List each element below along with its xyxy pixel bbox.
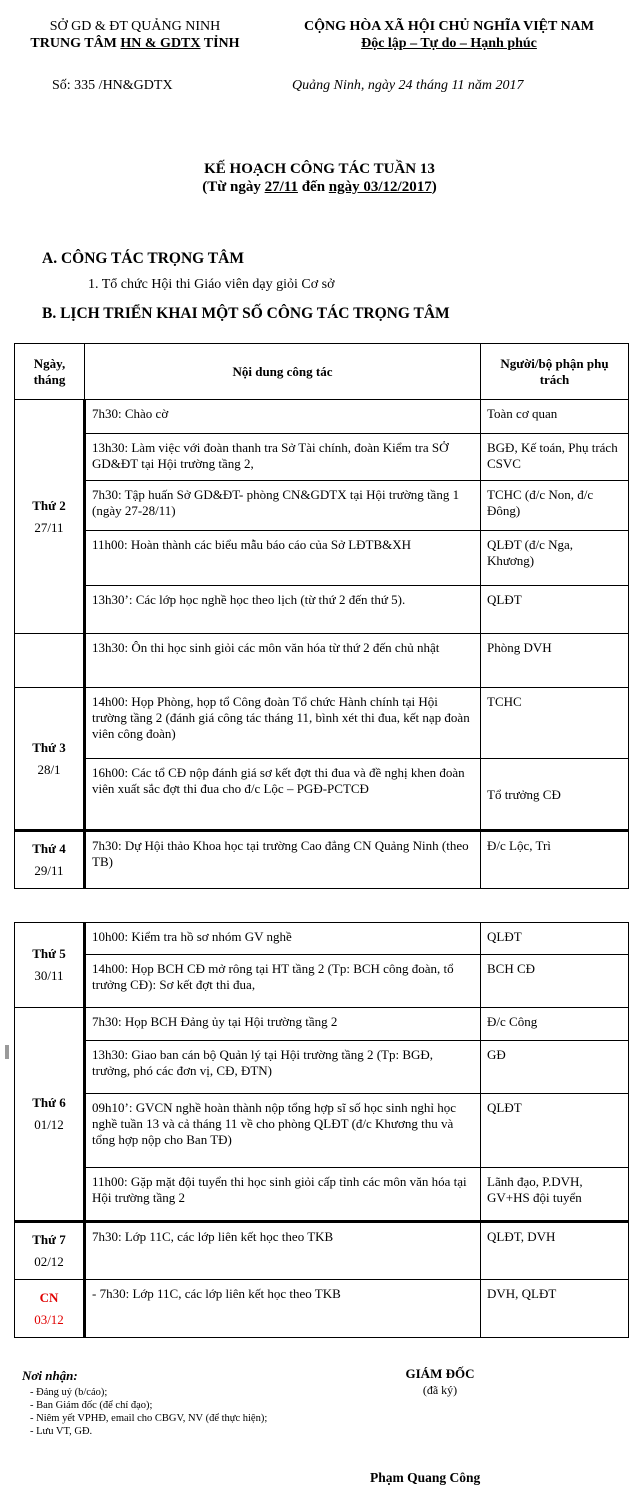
content-cell: 7h30: Chào cờ (85, 400, 481, 434)
day-cell: Thứ 2 27/11 (15, 400, 85, 634)
person-cell: Tổ trưởng CĐ (481, 759, 629, 831)
table-row (15, 1280, 629, 1338)
content-cell: 13h30: Giao ban cán bộ Quản lý tại Hội trường tầng 2 (Tp: BGĐ, trưởng, phó các đơn vị, CĐ, ĐTN) (85, 1041, 481, 1094)
schedule-table-1 (14, 343, 629, 889)
person-cell: Phòng DVH (481, 634, 629, 688)
table-row (15, 1222, 629, 1280)
table-row (15, 923, 629, 955)
agency-parent: SỞ GD & ĐT QUẢNG NINH (49, 19, 221, 34)
header-content: Nội dung công tác (85, 344, 481, 400)
content-cell: 14h00: Họp Phòng, họp tổ Công đoàn Tổ chức Hành chính tại Hội trường tầng 2 (đánh giá công tác tháng 11, bình xét thi đua, kết nạp đoàn viên công đoàn) (85, 688, 481, 759)
recipients-list (30, 1386, 267, 1438)
day-cell: Thứ 6 01/12 (15, 1008, 85, 1222)
document-number: Số: 335 /HN&GDTX (52, 78, 173, 93)
content-cell: 16h00: Các tổ CĐ nộp đánh giá sơ kết đợt thi đua và đề nghị khen đoàn viên xuất sắc đợt thi đua cho đ/c Lộc – PGĐ-PCTCĐ (85, 759, 481, 831)
content-cell: 13h30: Làm việc với đoàn thanh tra Sở Tài chính, đoàn Kiểm tra SỞ GD&ĐT tại Hội trường tầng 2, (85, 434, 481, 481)
day-cell: Thứ 7 02/12 (15, 1222, 85, 1280)
signed-note: (đã ký) (422, 1383, 458, 1397)
section-a-heading: A. CÔNG TÁC TRỌNG TÂM (42, 250, 244, 267)
table-row (15, 586, 629, 634)
person-cell: QLĐT (481, 923, 629, 955)
margin-marker (5, 1045, 9, 1059)
person-cell: Đ/c Lộc, Trì (481, 831, 629, 889)
director-block (380, 1366, 500, 1398)
recipients-label: Nơi nhận: (22, 1368, 78, 1383)
page-title: KẾ HOẠCH CÔNG TÁC TUẦN 13 (204, 161, 435, 177)
list-item: - Ban Giám đốc (để chỉ đạo); (30, 1400, 153, 1411)
table-row (15, 1041, 629, 1094)
document-date: Quảng Ninh, ngày 24 tháng 11 năm 2017 (292, 78, 524, 93)
content-cell: 7h30: Dự Hội thảo Khoa học tại trường Cao đẳng CN Quảng Ninh (theo TB) (85, 831, 481, 889)
day-cell: Thứ 5 30/11 (15, 923, 85, 1008)
person-cell: TCHC (481, 688, 629, 759)
section-a-item: 1. Tổ chức Hội thi Giáo viên dạy giỏi Cơ sở (88, 277, 335, 292)
content-cell: - 7h30: Lớp 11C, các lớp liên kết học theo TKB (85, 1280, 481, 1338)
content-cell: 11h00: Hoàn thành các biểu mẫu báo cáo của Sở LĐTB&XH (85, 531, 481, 586)
day-cell-empty (15, 634, 85, 688)
person-cell: GĐ (481, 1041, 629, 1094)
day-cell: Thứ 4 29/11 (15, 831, 85, 889)
person-cell: BCH CĐ (481, 955, 629, 1008)
person-cell: BGĐ, Kế toán, Phụ trách CSVC (481, 434, 629, 481)
person-cell: Toàn cơ quan (481, 400, 629, 434)
table-row (15, 1094, 629, 1168)
person-cell: TCHC (đ/c Non, đ/c Đông) (481, 481, 629, 531)
day-cell: Thứ 3 28/1 (15, 688, 85, 831)
day-cell-sunday: CN 03/12 (15, 1280, 85, 1338)
table-row (15, 400, 629, 434)
content-cell: 13h30: Ôn thi học sinh giỏi các môn văn hóa từ thứ 2 đến chủ nhật (85, 634, 481, 688)
person-cell: DVH, QLĐT (481, 1280, 629, 1338)
table-row (15, 634, 629, 688)
content-cell: 14h00: Họp BCH CĐ mở rông tại HT tầng 2 (Tp: BCH công đoàn, tổ trưởng CĐ): Sơ kết đợt thi đua, (85, 955, 481, 1008)
person-cell: QLĐT (481, 1094, 629, 1168)
table-row (15, 955, 629, 1008)
person-cell: Lãnh đạo, P.DVH, GV+HS đội tuyển (481, 1168, 629, 1222)
person-cell: QLĐT (481, 586, 629, 634)
section-b-heading: B. LỊCH TRIỂN KHAI MỘT SỐ CÔNG TÁC TRỌNG TÂM (42, 305, 450, 322)
list-item: - Lưu VT, GĐ. (30, 1426, 93, 1437)
country-name: CỘNG HÒA XÃ HỘI CHỦ NGHĨA VIỆT NAM (303, 19, 594, 34)
person-cell: QLĐT (đ/c Nga, Khương) (481, 531, 629, 586)
content-cell: 10h00: Kiểm tra hồ sơ nhóm GV nghề (85, 923, 481, 955)
content-cell: 7h30: Lớp 11C, các lớp liên kết học theo TKB (85, 1222, 481, 1280)
content-cell: 09h10’: GVCN nghề hoàn thành nộp tổng hợp sĩ số học sinh nghỉ học nghề tuần 13 và cả tháng 11 về cho phòng QLĐT (đ/c Khương thu và tổng hợp nộp cho Ban TĐ) (85, 1094, 481, 1168)
motto: Độc lập – Tự do – Hạnh phúc (361, 36, 537, 51)
header-person: Người/bộ phận phụ trách (481, 344, 629, 400)
agency-name: TRUNG TÂM HN & GDTX TỈNH (30, 36, 240, 51)
table-row (15, 481, 629, 531)
table-row (15, 831, 629, 889)
content-cell: 7h30: Họp BCH Đảng ủy tại Hội trường tầng 2 (85, 1008, 481, 1041)
table-row (15, 434, 629, 481)
content-cell: 11h00: Gặp mặt đội tuyển thi học sinh giỏi cấp tỉnh các môn văn hóa tại Hội trường tầng 2 (85, 1168, 481, 1222)
signer-name: Phạm Quang Công (370, 1470, 481, 1485)
list-item: - Niêm yết VPHĐ, email cho CBGV, NV (để thực hiện); (30, 1413, 268, 1424)
person-cell: QLĐT, DVH (481, 1222, 629, 1280)
content-cell: 7h30: Tập huấn Sở GD&ĐT- phòng CN&GDTX tại Hội trường tầng 1 (ngày 27-28/11) (85, 481, 481, 531)
person-cell: Đ/c Công (481, 1008, 629, 1041)
page-subtitle: (Từ ngày 27/11 đến ngày 03/12/2017) (202, 179, 437, 195)
agency-header (10, 18, 260, 52)
list-item: - Đảng uỷ (b/cáo); (30, 1387, 108, 1398)
table-row (15, 531, 629, 586)
table-row (15, 1008, 629, 1041)
header-day: Ngày, tháng (15, 344, 85, 400)
table-row (15, 688, 629, 759)
schedule-table-2 (14, 922, 629, 1338)
table-header-row (15, 344, 629, 400)
director-title: GIÁM ĐỐC (405, 1366, 475, 1381)
table-row (15, 759, 629, 831)
content-cell: 13h30’: Các lớp học nghề học theo lịch (từ thứ 2 đến thứ 5). (85, 586, 481, 634)
table-row (15, 1168, 629, 1222)
national-motto (262, 18, 636, 52)
